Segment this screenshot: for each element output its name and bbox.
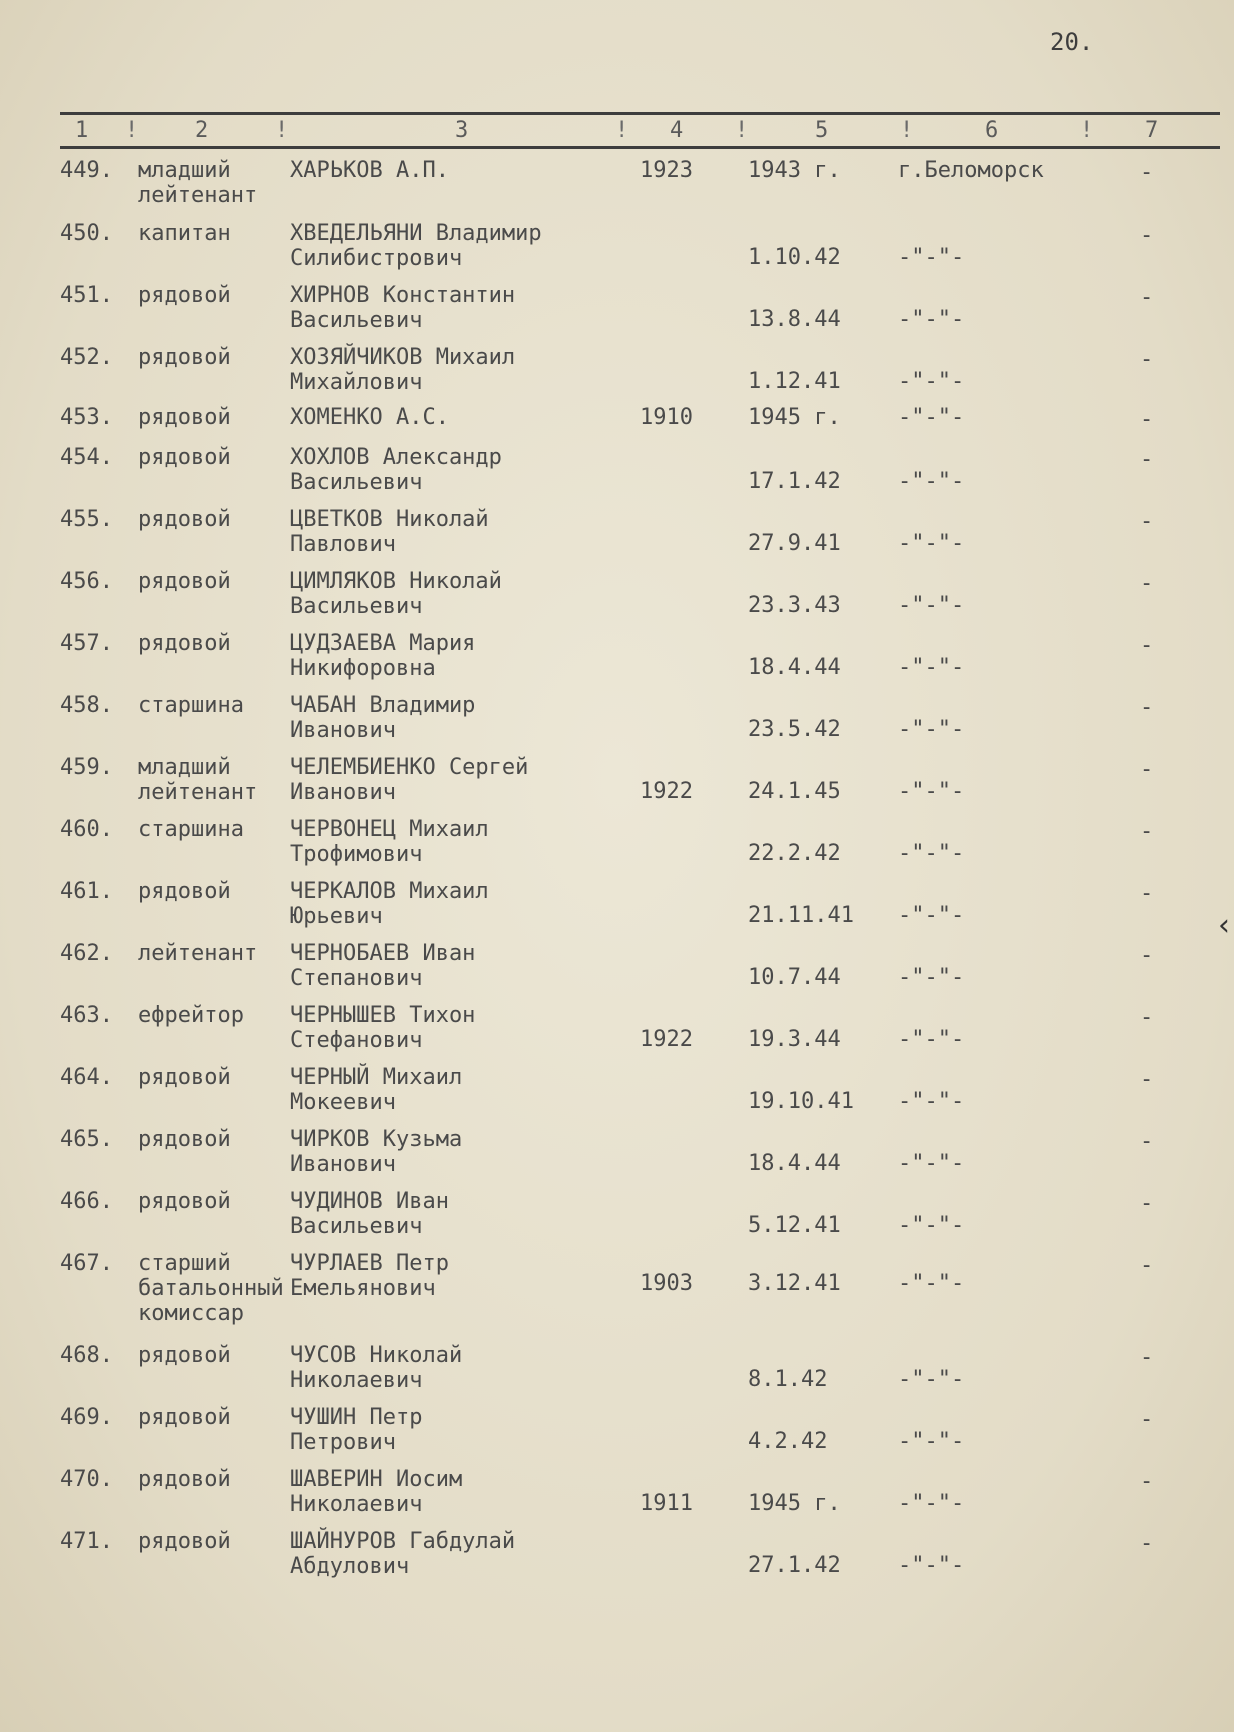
record-mark: -	[1140, 1531, 1154, 1556]
record-mark: -	[1140, 943, 1154, 968]
record-mark: -	[1140, 223, 1154, 248]
record-row	[0, 1467, 1234, 1529]
record-name: ЦИМЛЯКОВ Николай Васильевич	[290, 569, 502, 619]
record-number: 458.	[60, 693, 113, 718]
header-col-6: 6	[985, 118, 999, 143]
record-place: -"-"-	[898, 1089, 965, 1114]
record-rank: рядовой	[138, 1467, 231, 1492]
record-row	[0, 631, 1234, 693]
record-date: 8.1.42	[748, 1367, 828, 1392]
record-rank: старшина	[138, 817, 244, 842]
record-rank: старшина	[138, 693, 244, 718]
record-date: 5.12.41	[748, 1213, 841, 1238]
record-rank: капитан	[138, 221, 231, 246]
record-place: -"-"-	[898, 965, 965, 990]
record-date: 18.4.44	[748, 1151, 841, 1176]
record-row	[0, 1405, 1234, 1467]
record-number: 459.	[60, 755, 113, 780]
record-date: 23.5.42	[748, 717, 841, 742]
record-birth-year: 1911	[640, 1491, 693, 1516]
record-date: 1943 г.	[748, 158, 841, 183]
record-place: -"-"-	[898, 779, 965, 804]
record-number: 454.	[60, 445, 113, 470]
record-birth-year: 1903	[640, 1271, 693, 1296]
record-row	[0, 221, 1234, 283]
record-row	[0, 1065, 1234, 1127]
record-mark: -	[1140, 571, 1154, 596]
record-place: -"-"-	[898, 717, 965, 742]
record-name: ЧЕЛЕМБИЕНКО Сергей Иванович	[290, 755, 529, 805]
record-name: ХВЕДЕЛЬЯНИ Владимир Силибистрович	[290, 221, 542, 271]
record-place: г.Беломорск	[898, 158, 1044, 183]
record-mark: -	[1140, 819, 1154, 844]
record-rank: рядовой	[138, 445, 231, 470]
header-separator: !	[125, 118, 139, 143]
record-number: 457.	[60, 631, 113, 656]
record-name: ШАЙНУРОВ Габдулай Абдулович	[290, 1529, 516, 1579]
record-number: 450.	[60, 221, 113, 246]
record-mark: -	[1140, 633, 1154, 658]
record-place: -"-"-	[898, 841, 965, 866]
record-mark: -	[1140, 407, 1154, 432]
record-rank: рядовой	[138, 283, 231, 308]
record-name: ЧУДИНОВ Иван Васильевич	[290, 1189, 449, 1239]
record-name: ХОХЛОВ Александр Васильевич	[290, 445, 502, 495]
record-place: -"-"-	[898, 1553, 965, 1578]
record-date: 21.11.41	[748, 903, 854, 928]
record-number: 456.	[60, 569, 113, 594]
record-name: ХОЗЯЙЧИКОВ Михаил Михайлович	[290, 345, 516, 395]
record-date: 1945 г.	[748, 1491, 841, 1516]
record-number: 470.	[60, 1467, 113, 1492]
record-row	[0, 755, 1234, 817]
record-date: 19.3.44	[748, 1027, 841, 1052]
record-mark: -	[1140, 881, 1154, 906]
record-date: 22.2.42	[748, 841, 841, 866]
record-place: -"-"-	[898, 1429, 965, 1454]
record-row	[0, 445, 1234, 507]
record-rank: рядовой	[138, 1343, 231, 1368]
record-rank: рядовой	[138, 1189, 231, 1214]
record-row	[0, 1251, 1234, 1326]
record-place: -"-"-	[898, 307, 965, 332]
record-name: ШАВЕРИН Иосим Николаевич	[290, 1467, 463, 1517]
record-mark: -	[1140, 285, 1154, 310]
record-place: -"-"-	[898, 1151, 965, 1176]
record-date: 27.1.42	[748, 1553, 841, 1578]
record-rank: рядовой	[138, 1127, 231, 1152]
header-separator: !	[615, 118, 629, 143]
header-col-7: 7	[1145, 118, 1159, 143]
record-number: 452.	[60, 345, 113, 370]
record-row	[0, 345, 1234, 407]
record-rank: рядовой	[138, 345, 231, 370]
record-date: 18.4.44	[748, 655, 841, 680]
record-place: -"-"-	[898, 593, 965, 618]
record-rank: рядовой	[138, 879, 231, 904]
record-row	[0, 693, 1234, 755]
record-date: 27.9.41	[748, 531, 841, 556]
record-mark: -	[1140, 1191, 1154, 1216]
record-rank: младший лейтенант	[138, 158, 258, 208]
record-mark: -	[1140, 1253, 1154, 1278]
record-mark: -	[1140, 1005, 1154, 1030]
record-name: ЧЕРНЫЙ Михаил Мокеевич	[290, 1065, 463, 1115]
record-row	[0, 569, 1234, 631]
record-name: ХИРНОВ Константин Васильевич	[290, 283, 516, 333]
record-mark: -	[1140, 695, 1154, 720]
record-number: 467.	[60, 1251, 113, 1276]
record-row	[0, 1003, 1234, 1065]
record-mark: -	[1140, 1129, 1154, 1154]
record-date: 4.2.42	[748, 1429, 828, 1454]
record-mark: -	[1140, 160, 1154, 185]
record-number: 460.	[60, 817, 113, 842]
record-date: 13.8.44	[748, 307, 841, 332]
record-name: ХОМЕНКО А.С.	[290, 405, 449, 430]
record-row	[0, 283, 1234, 345]
header-col-3: 3	[455, 118, 469, 143]
record-name: ЦУДЗАЕВА Мария Никифоровна	[290, 631, 476, 681]
record-mark: -	[1140, 1345, 1154, 1370]
record-row	[0, 941, 1234, 1003]
record-date: 24.1.45	[748, 779, 841, 804]
record-date: 1945 г.	[748, 405, 841, 430]
record-rank: рядовой	[138, 507, 231, 532]
record-place: -"-"-	[898, 1027, 965, 1052]
record-rank: лейтенант	[138, 941, 258, 966]
record-mark: -	[1140, 757, 1154, 782]
record-number: 464.	[60, 1065, 113, 1090]
record-date: 3.12.41	[748, 1271, 841, 1296]
record-name: ЧЕРКАЛОВ Михаил Юрьевич	[290, 879, 489, 929]
record-rank: ефрейтор	[138, 1003, 244, 1028]
record-name: ЧЕРНОБАЕВ Иван Степанович	[290, 941, 476, 991]
record-date: 1.12.41	[748, 369, 841, 394]
record-name: ЧЕРВОНЕЦ Михаил Трофимович	[290, 817, 489, 867]
record-date: 1.10.42	[748, 245, 841, 270]
record-number: 461.	[60, 879, 113, 904]
record-name: ЦВЕТКОВ Николай Павлович	[290, 507, 489, 557]
record-place: -"-"-	[898, 1367, 965, 1392]
record-number: 469.	[60, 1405, 113, 1430]
record-place: -"-"-	[898, 405, 965, 430]
record-name: ЧУСОВ Николай Николаевич	[290, 1343, 463, 1393]
record-rank: старший батальонный комиссар	[138, 1251, 284, 1326]
record-row	[0, 879, 1234, 941]
header-col-5: 5	[815, 118, 829, 143]
record-row	[0, 817, 1234, 879]
record-row	[0, 1343, 1234, 1405]
record-date: 19.10.41	[748, 1089, 854, 1114]
record-place: -"-"-	[898, 903, 965, 928]
record-rank: младший лейтенант	[138, 755, 258, 805]
record-mark: -	[1140, 447, 1154, 472]
record-rank: рядовой	[138, 1065, 231, 1090]
record-number: 465.	[60, 1127, 113, 1152]
record-rank: рядовой	[138, 1529, 231, 1554]
record-row	[0, 1127, 1234, 1189]
record-name: ЧУШИН Петр Петрович	[290, 1405, 423, 1455]
record-place: -"-"-	[898, 1213, 965, 1238]
page-number: 20.	[1050, 28, 1094, 56]
record-place: -"-"-	[898, 531, 965, 556]
record-rank: рядовой	[138, 569, 231, 594]
record-rank: рядовой	[138, 405, 231, 430]
record-place: -"-"-	[898, 245, 965, 270]
record-number: 471.	[60, 1529, 113, 1554]
record-mark: -	[1140, 1067, 1154, 1092]
header-separator: !	[735, 118, 749, 143]
record-name: ЧУРЛАЕВ Петр Емельянович	[290, 1251, 449, 1301]
record-row	[0, 1189, 1234, 1251]
record-row	[0, 1529, 1234, 1591]
record-place: -"-"-	[898, 1271, 965, 1296]
header-separator: !	[275, 118, 289, 143]
header-col-2: 2	[195, 118, 209, 143]
record-date: 17.1.42	[748, 469, 841, 494]
header-rule-bottom	[60, 146, 1220, 149]
record-birth-year: 1922	[640, 1027, 693, 1052]
record-date: 23.3.43	[748, 593, 841, 618]
header-separator: !	[900, 118, 914, 143]
record-name: ЧАБАН Владимир Иванович	[290, 693, 476, 743]
record-place: -"-"-	[898, 369, 965, 394]
record-birth-year: 1910	[640, 405, 693, 430]
record-number: 468.	[60, 1343, 113, 1368]
record-place: -"-"-	[898, 469, 965, 494]
record-name: ЧИРКОВ Кузьма Иванович	[290, 1127, 463, 1177]
header-separator: !	[1080, 118, 1094, 143]
record-number: 462.	[60, 941, 113, 966]
record-place: -"-"-	[898, 1491, 965, 1516]
record-date: 10.7.44	[748, 965, 841, 990]
record-number: 451.	[60, 283, 113, 308]
header-col-4: 4	[670, 118, 684, 143]
margin-mark: ‹	[1218, 908, 1230, 943]
record-mark: -	[1140, 1469, 1154, 1494]
header-col-1: 1	[75, 118, 89, 143]
record-row	[0, 158, 1234, 220]
record-name: ХАРЬКОВ А.П.	[290, 158, 449, 183]
record-row	[0, 507, 1234, 569]
header-rule-top	[60, 112, 1220, 115]
record-place: -"-"-	[898, 655, 965, 680]
record-number: 453.	[60, 405, 113, 430]
record-birth-year: 1922	[640, 779, 693, 804]
record-mark: -	[1140, 347, 1154, 372]
record-birth-year: 1923	[640, 158, 693, 183]
column-header-row	[60, 118, 1220, 146]
record-rank: рядовой	[138, 631, 231, 656]
record-mark: -	[1140, 509, 1154, 534]
record-number: 463.	[60, 1003, 113, 1028]
record-rank: рядовой	[138, 1405, 231, 1430]
record-name: ЧЕРНЫШЕВ Тихон Стефанович	[290, 1003, 476, 1053]
record-number: 466.	[60, 1189, 113, 1214]
record-number: 455.	[60, 507, 113, 532]
record-mark: -	[1140, 1407, 1154, 1432]
record-number: 449.	[60, 158, 113, 183]
